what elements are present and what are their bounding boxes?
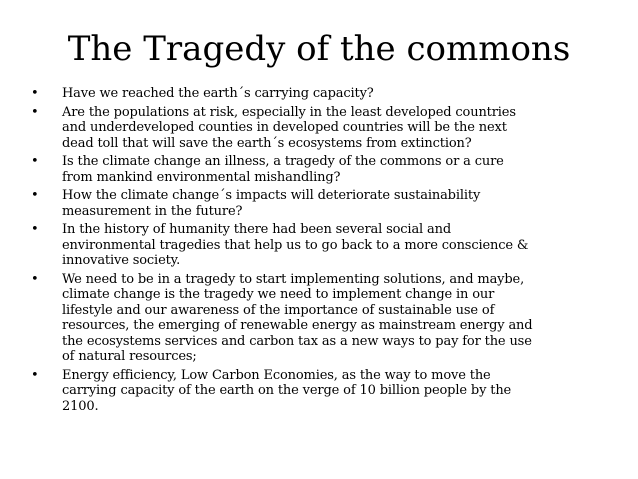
bullet-line: Are the populations at risk, especially in the least developed countries — [62, 104, 516, 120]
bullet-item — [31, 86, 611, 102]
bullet-list — [31, 86, 611, 417]
bullet-icon: • — [31, 367, 39, 383]
bullet-item — [31, 222, 611, 269]
bullet-line: and underdeveloped counties in developed countries will be the next — [62, 120, 507, 135]
bullet-icon: • — [31, 188, 39, 203]
bullet-line: Have we reached the earth´s carrying capacity? — [62, 86, 374, 101]
bullet-item — [31, 154, 611, 185]
bullet-line: resources, the emerging of renewable energy as mainstream energy and — [62, 318, 533, 333]
bullet-icon: • — [31, 154, 39, 169]
bullet-item — [31, 105, 611, 152]
bullet-icon: • — [31, 104, 39, 120]
bullet-line: climate change is the tragedy we need to implement change in our — [62, 287, 495, 302]
bullet-line: In the history of humanity there had been several social and — [62, 222, 452, 237]
bullet-line: of natural resources; — [62, 349, 197, 364]
bullet-line: measurement in the future? — [62, 203, 243, 219]
bullet-line: Is the climate change an illness, a tragedy of the commons or a cure — [62, 154, 504, 169]
bullet-line: How the climate change´s impacts will deteriorate sustainability — [62, 188, 481, 203]
bullet-line: environmental tragedies that help us to go back to a more conscience & — [62, 237, 529, 253]
bullet-icon: • — [31, 271, 39, 287]
bullet-line: innovative society. — [62, 253, 181, 268]
bullet-icon: • — [31, 222, 39, 237]
bullet-line: lifestyle and our awareness of the importance of sustainable use of — [62, 302, 495, 318]
bullet-line: Energy efficiency, Low Carbon Economies, as the way to move the — [62, 367, 491, 383]
bullet-line: from mankind environmental mishandling? — [62, 169, 341, 185]
bullet-item — [31, 368, 611, 415]
bullet-line: 2100. — [62, 398, 99, 414]
bullet-item — [31, 272, 611, 365]
bullet-icon: • — [31, 86, 39, 101]
bullet-line: We need to be in a tragedy to start implementing solutions, and maybe, — [62, 271, 525, 287]
slide-title: The Tragedy of the commons — [67, 29, 571, 69]
bullet-line: carrying capacity of the earth on the verge of 10 billion people by the — [62, 383, 512, 398]
bullet-line: dead toll that will save the earth´s ecosystems from extinction? — [62, 135, 472, 151]
bullet-item — [31, 188, 611, 219]
bullet-line: the ecosystems services and carbon tax as a new ways to pay for the use — [62, 333, 532, 349]
